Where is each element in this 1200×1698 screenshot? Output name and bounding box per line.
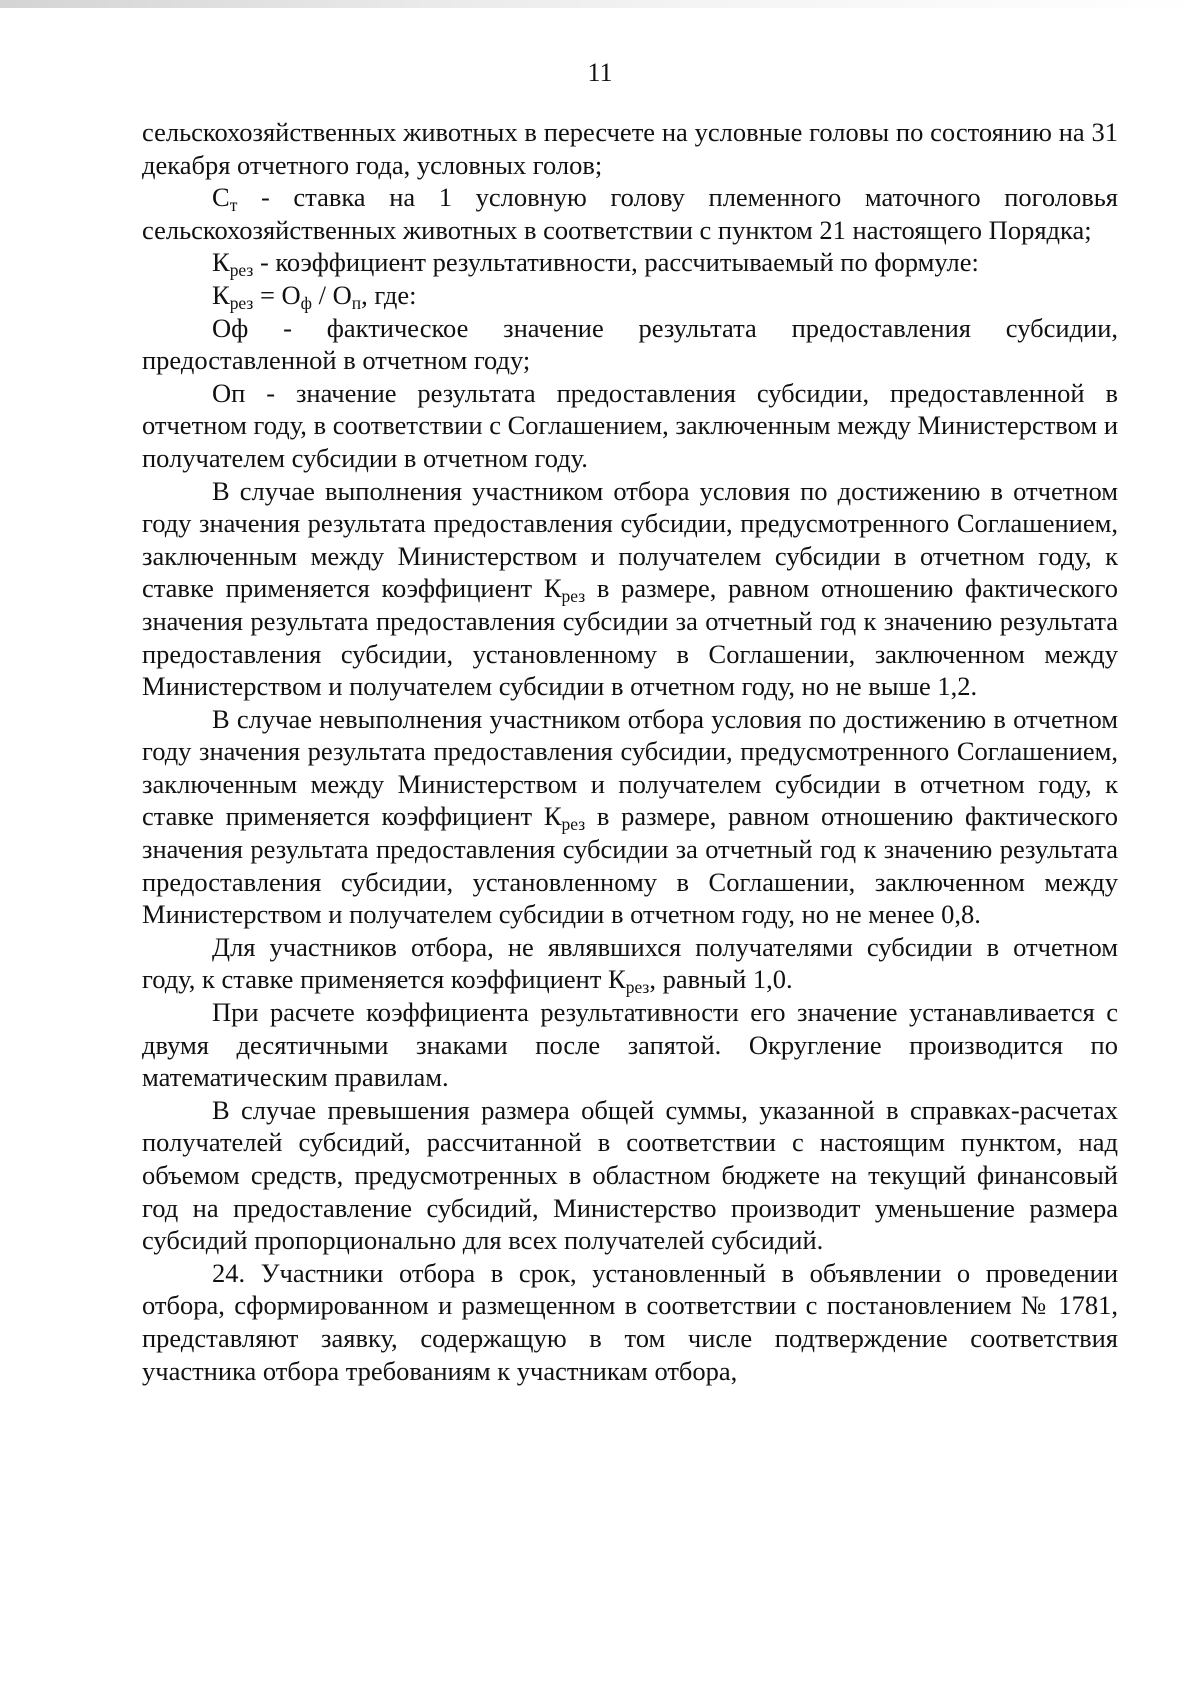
symbol-k-subscript: рез [229, 260, 254, 281]
paragraph-budget-excess: В случае превышения размера общей суммы, указанной в справках-расчетах получателей субсидий, рассчитанной в соответствии с настоящим пунктом, над объемом средств, предусмотренных в областном бюджете на текущий финансовый год на предоставление субсидий, Министерство производит уменьшение размера субсидий пропорционально для всех получателей субсидий. [142, 1094, 1118, 1256]
paragraph-continuation: сельскохозяйственных животных в пересчете на условные головы по состоянию на 31 декабря отчетного года, условных голов; [142, 117, 1118, 180]
symbol-ct: С [212, 182, 230, 213]
new-participants-kres-subscript: рез [625, 977, 650, 998]
paragraph-item-24: 24. Участники отбора в срок, установленный в объявлении о проведении отбора, сформированном и размещенном в соответствии с постановлением № 1781, представляют заявку, содержащую в том числе подтверждение соответствия участника отбора требованиям к участникам отбора, [142, 1257, 1118, 1386]
fulfillment-text-b: в размере, равном отношению фактического значения результата предоставления субсидии за отчетный год к значению результата предоставления субсидии, установленному в Соглашении, заключенном между Министерством и получателем субсидии в отчетном году, но не выше 1,2. [142, 573, 1118, 702]
formula-of-subscript: ф [300, 292, 312, 313]
formula-divide-o: / О [312, 279, 352, 310]
paragraph-new-participants [142, 931, 1118, 996]
formula-k: К [212, 279, 230, 310]
formula-k-subscript: рез [229, 292, 254, 313]
paragraph-stavka-definition [142, 181, 1118, 246]
formula-tail: , где: [361, 279, 417, 310]
stavka-definition-text: - ставка на 1 условную голову племенного маточного поголовья сельскохозяйственных животных в соответствии с пунктом 21 настоящего Порядка; [142, 182, 1118, 245]
new-participants-text-b: , равный 1,0. [649, 964, 793, 995]
nonfulfillment-text-b: в размере, равном отношению фактического значения результата предоставления субсидии за отчетный год к значению результата предоставления субсидии, установленному в Соглашении, заключенном между Министерством и получателем субсидии в отчетном году, но не менее 0,8. [142, 801, 1118, 930]
document-body [142, 116, 1118, 1387]
symbol-k: К [212, 247, 230, 278]
nonfulfillment-text-a: В случае невыполнения участником отбора условия по достижению в отчетном году значения результата предоставления субсидии, предусмотренного Соглашением, заключенным между Министерством и получателем субсидии в отчетном году, к ставке применяется коэффициент К [142, 703, 1118, 832]
page-number: 11 [587, 58, 613, 87]
formula-op-subscript: п [351, 292, 362, 313]
formula-equals-o: = О [253, 279, 301, 310]
nonfulfillment-kres-subscript: рез [561, 814, 586, 835]
paragraph-of-definition: Оф - фактическое значение результата предоставления субсидии, предоставленной в отчетном году; [142, 312, 1118, 376]
kres-definition-text: - коэффициент результативности, рассчитываемый по формуле: [253, 247, 979, 278]
paragraph-nonfulfillment-case [142, 703, 1118, 931]
fulfillment-text-a: В случае выполнения участником отбора условия по достижению в отчетном году значения результата предоставления субсидии, предусмотренного Соглашением, заключенным между Министерством и получателем субсидии в отчетном году, к ставке применяется коэффициент К [142, 475, 1118, 604]
new-participants-text-a: Для участников отбора, не являвшихся получателями субсидии в отчетном году, к ставке применяется коэффициент К [142, 931, 1118, 995]
paragraph-op-definition: Оп - значение результата предоставления субсидии, предоставленной в отчетном году, в соответствии с Соглашением, заключенным между Министерством и получателем субсидии в отчетном году. [142, 377, 1118, 473]
paragraph-fulfillment-case [142, 475, 1118, 703]
paragraph-rounding: При расчете коэффициента результативности его значение устанавливается с двумя десятичными знаками после запятой. Округление производится по математическим правилам. [142, 997, 1118, 1093]
fulfillment-kres-subscript: рез [561, 586, 586, 607]
paragraph-kres-definition [142, 246, 1118, 279]
formula-kres [142, 279, 1118, 312]
scan-edge [0, 0, 1200, 8]
symbol-ct-subscript: т [229, 195, 238, 216]
